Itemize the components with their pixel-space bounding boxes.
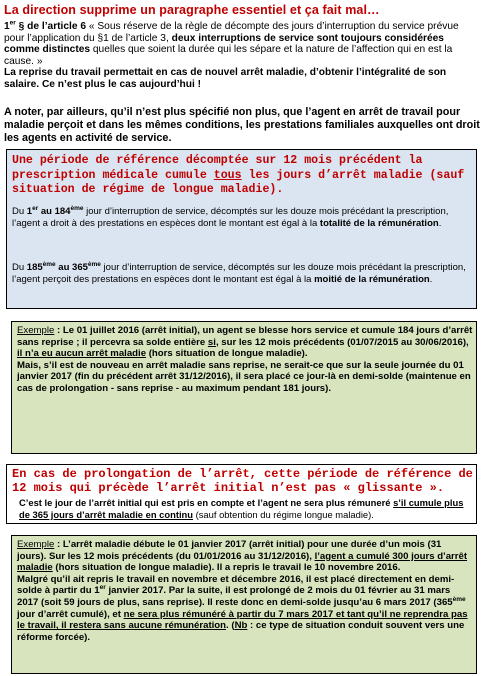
article-ref-number: 1: [4, 21, 10, 32]
p1-emphasis: totalité de la rémunération: [319, 218, 439, 230]
p1-dot: .: [438, 218, 442, 230]
example-1-label: Exemple: [17, 325, 55, 336]
intro-text-1: « Sous réserve de la règle de décompte des jours d’interruption du service prévue pour l’application du §1 de l’article 3,: [4, 21, 459, 44]
prolongation-u1: s’il cumule plus de 365 jours d’arrêt maladie en continu: [19, 497, 464, 520]
example-2-u1: l’agent a cumulé 300 jours d’arrêt maladie: [17, 550, 468, 574]
note-paragraph: A noter, par ailleurs, qu’il n’est plus spécifié non plus, que l’agent en arrêt de travail pour maladie perçoit et dans les mêmes conditions, les prestations familiales auxquelles ont droit les agents en activité de service.: [4, 106, 480, 144]
reference-period-heading: [12, 154, 474, 198]
example-1-t4: Mais, s’il est de nouveau en arrêt maladie sans reprise, ne serait-ce que sur la seule journée du 01 janvier 2017 (fin du précédent arrêt 31/12/2016), il sera placé ce jour-là en demi-solde (maintenue en cas de prolongation - sans reprise - au maximum pendant 181 jours).: [17, 359, 471, 394]
example-2-t1: : L’arrêt maladie débute le 01 janvier 2017 (arrêt initial) pour une durée d’un mois (31 jours). Sur les 12 mois précédents (du 01/01/2016 au 31/12/2016),: [17, 539, 442, 562]
p2-day-start: 185: [26, 262, 43, 273]
p2-day-end: au 365: [55, 262, 88, 273]
p1-day-end: au 184: [38, 206, 71, 217]
p1-sup-1: er: [32, 204, 39, 212]
reference-period-box: [6, 149, 477, 309]
example-2-sup-1: er: [99, 584, 106, 592]
p1-prefix: Du: [12, 206, 27, 217]
p1-day-start: 1: [26, 206, 33, 217]
article-ref: [4, 21, 86, 32]
p1-sup-2: ème: [70, 204, 84, 212]
example-2-u3: Nb: [234, 620, 248, 632]
page-title: La direction supprime un paragraphe essentiel et ça fait mal…: [4, 3, 380, 17]
example-1-box: [11, 321, 477, 454]
p2-range: [27, 262, 101, 273]
p2-prefix: Du: [12, 262, 27, 273]
example-2-t2: (hors situation de longue maladie). Il a repris le travail le 10 novembre 2016.: [52, 562, 401, 574]
intro-text-2: quelles que soient la durée qui les sépare et la nature de l’affection qui en est la cause. »: [4, 44, 453, 67]
heading-part-b: les jours d’arrêt maladie (sauf situation de régime de longue maladie).: [12, 168, 465, 196]
heading-part-a: Une période de référence décomptée sur 12 mois précédent la prescription médicale cumule: [12, 154, 423, 182]
p2-emphasis: moitié de la rémunération: [314, 274, 430, 286]
example-2-t3c: jour d’arrêt cumulé), et: [17, 608, 124, 620]
example-2-label: Exemple: [17, 539, 55, 550]
example-2-box: [11, 535, 477, 674]
p1-text: jour d’interruption de service, décomptés sur les douze mois précédant la prescription, l’agent a droit à des prestations en espèces dont le montant est égal à la: [12, 206, 449, 230]
example-1-t3: (hors situation de longue maladie).: [146, 348, 308, 360]
article-ref-sup: er: [9, 19, 16, 27]
p2-text: jour d’interruption de service, décomptés sur les douze mois précédant la prescription, l’agent perçoit des prestations en espèces dont le montant est égal à la: [12, 262, 466, 286]
half-pay-paragraph: [12, 262, 474, 287]
example-1-t1: : Le 01 juillet 2016 (arrêt initial), un agent se blesse hors service et cumule 184 jours d’arrêt sans reprise ; il percevra sa solde entière: [17, 325, 473, 348]
example-2-t5: : ce type de situation conduit souvent vers une réforme forcée).: [17, 620, 465, 643]
example-2-t4: . (: [226, 620, 235, 632]
prolongation-box: [6, 464, 477, 524]
intro-bold-1: deux interruptions de service sont toujours considérées comme distinctes: [4, 32, 444, 56]
example-2-t3b: janvier 2017. Par la suite, il est prolongé de 2 mois du 01 février au 31 mars 2017 (soit 59 jours de plus, sans reprise). Il reste donc en demi-solde jusqu’au 6 mars 2017 (365: [17, 585, 453, 608]
prolongation-text: [19, 497, 474, 520]
p2-sup-2: ème: [87, 260, 101, 268]
heading-underlined: tous: [213, 168, 242, 182]
example-2-text: [17, 539, 473, 643]
example-2-u2: ne sera plus rémunéré à partir du 7 mars 2017 et tant qu’il ne reprendra pas le travail, il restera sans aucune rémunération: [17, 608, 468, 632]
p1-range: [27, 206, 84, 217]
example-1-t2: , sur les 12 mois précédents (01/07/2015 au 30/06/2016),: [215, 336, 469, 348]
intro-bold-2: La reprise du travail permettait en cas de nouvel arrêt maladie, d’obtenir l’intégralité de son salaire. Ce n’est plus le cas aujourd’hui !: [4, 67, 447, 90]
full-pay-paragraph: [12, 206, 474, 231]
prolongation-heading: En cas de prolongation de l’arrêt, cette période de référence de 12 mois qui précède l’arrêt initial n’est pas « glissante ».: [12, 467, 473, 495]
intro-paragraph: [4, 21, 480, 91]
prolongation-t1: C’est le jour de l’arrêt initial qui est pris en compte et l’agent ne sera plus rémuneré: [19, 497, 394, 508]
article-ref-rest: § de l’article 6: [15, 21, 87, 32]
example-1-u1: si: [207, 336, 216, 348]
example-1-text: [17, 325, 473, 395]
p2-dot: .: [429, 274, 433, 286]
example-2-sup-2: ème: [452, 595, 466, 603]
p2-sup-1: ème: [42, 260, 56, 268]
example-2-t3a: Malgré qu’il ait repris le travail en novembre et décembre 2016, il est placé directement en demi-solde à partir du 1: [17, 573, 455, 597]
example-1-u2: il n’a eu aucun arrêt maladie: [17, 348, 147, 360]
prolongation-t2: (sauf obtention du régime longue maladie).: [193, 508, 374, 520]
